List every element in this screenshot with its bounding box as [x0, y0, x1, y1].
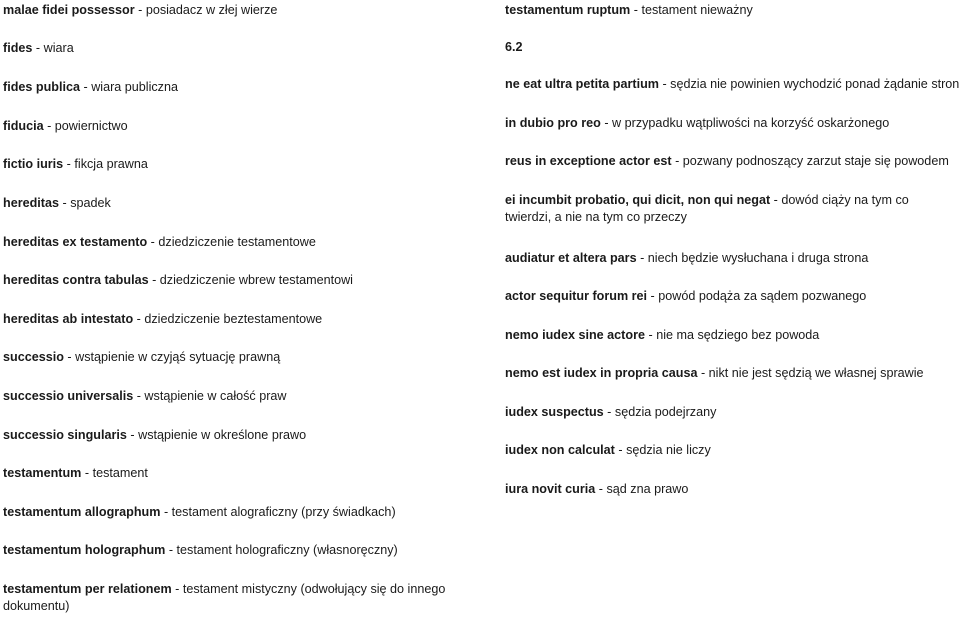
entry-definition: sędzia nie liczy — [626, 443, 711, 457]
entry-separator: - — [148, 273, 160, 287]
entry-separator: - — [600, 116, 613, 130]
entry-definition: niech będzie wysłuchana i druga strona — [647, 251, 869, 265]
entry-term: ne eat ultra petita partium — [505, 77, 659, 91]
entry-separator: - — [81, 466, 93, 480]
entry-separator: - — [603, 405, 615, 419]
glossary-entry — [505, 442, 711, 459]
entry-separator: - — [43, 119, 55, 133]
glossary-entry — [505, 404, 716, 421]
glossary-entry — [505, 365, 924, 382]
entry-term: fictio iuris — [3, 157, 64, 171]
glossary-entry — [3, 581, 458, 615]
glossary-entry — [505, 115, 889, 132]
entry-term: fiducia — [3, 119, 44, 133]
glossary-entry — [3, 40, 74, 57]
entry-term: iudex non calculat — [505, 443, 615, 457]
glossary-entry — [505, 192, 957, 226]
entry-term: actor sequitur forum rei — [505, 289, 648, 303]
entry-term: in dubio pro reo — [505, 116, 601, 130]
entry-separator: - — [697, 366, 709, 380]
entry-definition: testament holograficzny (własnoręczny) — [176, 543, 398, 557]
glossary-entry — [505, 481, 688, 498]
glossary-entry — [505, 250, 868, 267]
entry-definition: sędzia nie powinien wychodzić ponad żądanie stron — [670, 77, 960, 91]
entry-separator: - — [636, 251, 648, 265]
glossary-entry — [3, 79, 178, 96]
glossary-entry — [3, 195, 111, 212]
entry-term: testamentum — [3, 466, 82, 480]
entry-separator: - — [147, 235, 159, 249]
entry-separator: - — [671, 154, 683, 168]
entry-term: audiatur et altera pars — [505, 251, 637, 265]
entry-term: hereditas — [3, 196, 59, 210]
glossary-entry — [3, 234, 316, 251]
entry-term: testamentum ruptum — [505, 3, 631, 17]
entry-separator: - — [647, 289, 659, 303]
entry-separator: - — [63, 157, 75, 171]
glossary-entry — [3, 542, 398, 559]
entry-definition: fikcja prawna — [74, 157, 148, 171]
entry-separator: - — [63, 350, 76, 364]
entry-separator: - — [133, 312, 145, 326]
entry-definition: pozwany podnoszący zarzut staje się powodem — [682, 154, 949, 168]
entry-definition: powód podąża za sądem pozwanego — [658, 289, 867, 303]
entry-term: fides publica — [3, 80, 80, 94]
entry-separator: - — [595, 482, 607, 496]
glossary-entry — [3, 504, 396, 521]
entry-definition: testament — [92, 466, 148, 480]
entry-separator: - — [79, 80, 92, 94]
entry-term: hereditas contra tabulas — [3, 273, 149, 287]
entry-separator: - — [630, 3, 642, 17]
entry-definition: dowód ciąży na tym co twierdzi, a nie na tym co przeczy — [505, 193, 909, 224]
entry-separator: - — [165, 543, 177, 557]
entry-separator: - — [59, 196, 71, 210]
entry-definition: wstąpienie w określone prawo — [138, 428, 307, 442]
entry-separator: - — [614, 443, 627, 457]
entry-separator: - — [770, 193, 782, 207]
entry-term: ei incumbit probatio, qui dicit, non qui negat — [505, 193, 771, 207]
entry-term: successio singularis — [3, 428, 127, 442]
entry-term: successio universalis — [3, 389, 134, 403]
entry-definition: nie ma sędziego bez powoda — [656, 328, 820, 342]
entry-term: reus in exceptione actor est — [505, 154, 672, 168]
entry-term: malae fidei possessor — [3, 3, 135, 17]
entry-definition: wstąpienie w czyjąś sytuację prawną — [75, 350, 281, 364]
entry-definition: sędzia podejrzany — [614, 405, 717, 419]
entry-definition: testament nieważny — [641, 3, 753, 17]
entry-definition: powiernictwo — [54, 119, 128, 133]
entry-term: hereditas ab intestato — [3, 312, 134, 326]
entry-separator: - — [658, 77, 671, 91]
glossary-entry — [3, 349, 280, 366]
entry-term: iudex suspectus — [505, 405, 604, 419]
entry-term: fides — [3, 41, 33, 55]
entry-definition: w przypadku wątpliwości na korzyść oskarżonego — [612, 116, 890, 130]
entry-term: successio — [3, 350, 64, 364]
entry-term: nemo est iudex in propria causa — [505, 366, 698, 380]
entry-definition: dziedziczenie testamentowe — [158, 235, 316, 249]
section-number: 6.2 — [505, 40, 523, 54]
glossary-entry — [3, 272, 353, 289]
glossary-entry — [3, 465, 148, 482]
entry-definition: spadek — [70, 196, 111, 210]
glossary-entry — [505, 2, 753, 19]
entry-term: testamentum allographum — [3, 505, 161, 519]
entry-term: nemo iudex sine actore — [505, 328, 645, 342]
glossary-entry — [3, 2, 277, 19]
entry-definition: wiara — [43, 41, 74, 55]
entry-definition: nikt nie jest sędzią we własnej sprawie — [708, 366, 924, 380]
entry-term: iura novit curia — [505, 482, 596, 496]
entry-definition: testament mistyczny (odwołujący się do innego dokumentu) — [3, 582, 446, 613]
entry-separator: - — [126, 428, 139, 442]
entry-separator: - — [134, 3, 146, 17]
entry-separator: - — [133, 389, 145, 403]
glossary-entry — [505, 288, 866, 305]
entry-definition: posiadacz w złej wierze — [145, 3, 278, 17]
glossary-entry — [3, 427, 306, 444]
entry-separator: - — [160, 505, 172, 519]
glossary-entry — [3, 388, 287, 405]
entry-definition: wstąpienie w całość praw — [144, 389, 287, 403]
glossary-entry — [505, 76, 959, 93]
glossary-entry — [3, 156, 148, 173]
glossary-entry — [3, 311, 322, 328]
glossary-entry — [3, 118, 128, 135]
entry-definition: sąd zna prawo — [606, 482, 689, 496]
entry-term: hereditas ex testamento — [3, 235, 148, 249]
entry-separator: - — [171, 582, 183, 596]
entry-definition: testament alograficzny (przy świadkach) — [171, 505, 396, 519]
glossary-entry — [505, 153, 949, 170]
entry-definition: wiara publiczna — [91, 80, 178, 94]
entry-definition: dziedziczenie wbrew testamentowi — [159, 273, 353, 287]
entry-term: testamentum per relationem — [3, 582, 172, 596]
entry-term: testamentum holographum — [3, 543, 166, 557]
entry-separator: - — [644, 328, 657, 342]
entry-definition: dziedziczenie beztestamentowe — [144, 312, 323, 326]
entry-separator: - — [32, 41, 44, 55]
glossary-entry — [505, 327, 819, 344]
